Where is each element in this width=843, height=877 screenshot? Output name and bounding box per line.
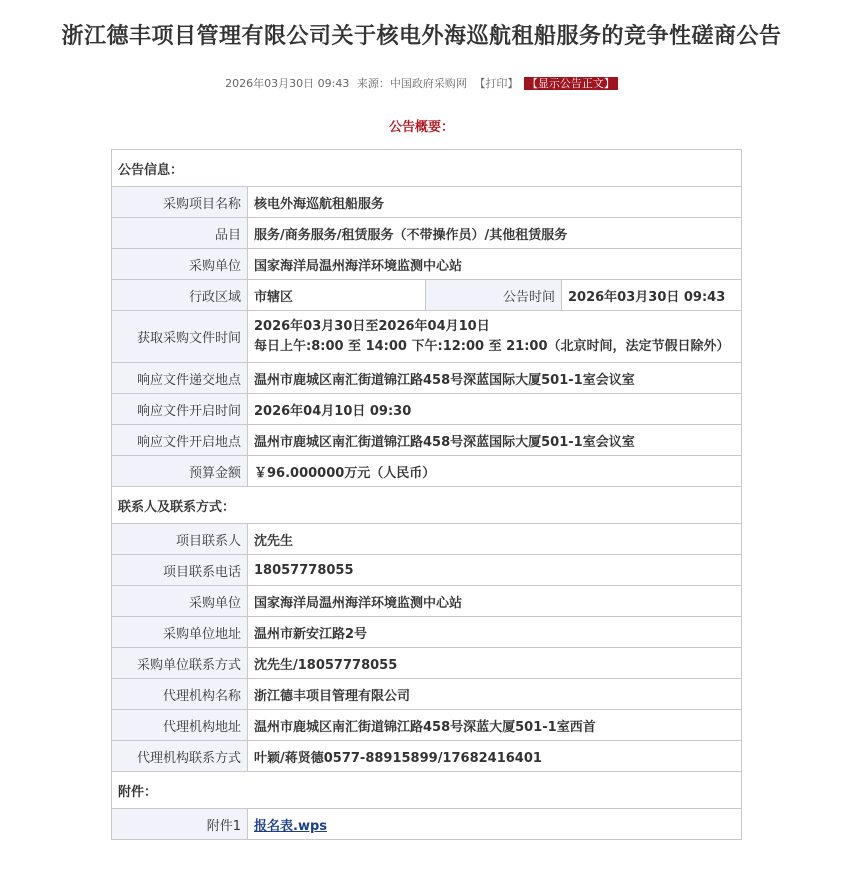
table-row <box>112 249 742 280</box>
page-title: 浙江德丰项目管理有限公司关于核电外海巡航租船服务的竞争性磋商公告 <box>61 24 782 49</box>
purchaser-label: 采购单位 <box>112 249 248 280</box>
doc-time-value <box>248 311 742 363</box>
agency-name-value: 浙江德丰项目管理有限公司 <box>248 679 742 710</box>
open-place-label: 响应文件开启地点 <box>112 425 248 456</box>
overview-heading: 公告概要： <box>388 120 454 135</box>
table-row <box>112 617 742 648</box>
purchaser-address-label: 采购单位地址 <box>112 617 248 648</box>
notice-meta <box>0 75 843 91</box>
table-row <box>112 394 742 425</box>
open-time-value: 2026年04月10日 09:30 <box>248 394 742 425</box>
table-row <box>112 648 742 679</box>
category-value: 服务/商务服务/租赁服务（不带操作员）/其他租赁服务 <box>248 218 742 249</box>
table-row <box>112 555 742 586</box>
table-row <box>112 363 742 394</box>
print-button[interactable]: 【打印】 <box>474 77 519 90</box>
project-contact-label: 项目联系人 <box>112 524 248 555</box>
table-row <box>112 809 742 840</box>
region-value: 市辖区 <box>248 280 426 311</box>
section-notice-info: 公告信息： <box>112 150 742 187</box>
submit-place-value: 温州市鹿城区南汇街道锦江路458号深蓝国际大厦501-1室会议室 <box>248 363 742 394</box>
table-row <box>112 679 742 710</box>
table-row <box>112 280 742 311</box>
budget-label: 预算金额 <box>112 456 248 487</box>
source-label: 来源： <box>356 77 390 90</box>
submit-place-label: 响应文件递交地点 <box>112 363 248 394</box>
show-notice-body-button[interactable]: 【显示公告正文】 <box>524 77 618 90</box>
project-name-value: 核电外海巡航租船服务 <box>248 187 742 218</box>
section-attachments: 附件： <box>112 772 742 809</box>
contact-purchaser-label: 采购单位 <box>112 586 248 617</box>
agency-address-value: 温州市鹿城区南汇街道锦江路458号深蓝大厦501-1室西首 <box>248 710 742 741</box>
publish-datetime: 2026年03月30日 09:43 <box>225 77 350 90</box>
open-place-value: 温州市鹿城区南汇街道锦江路458号深蓝国际大厦501-1室会议室 <box>248 425 742 456</box>
publish-time-value: 2026年03月30日 09:43 <box>562 280 742 311</box>
attachment-cell <box>248 809 742 840</box>
project-name-label: 采购项目名称 <box>112 187 248 218</box>
table-row <box>112 218 742 249</box>
table-row <box>112 586 742 617</box>
table-row <box>112 524 742 555</box>
table-row <box>112 710 742 741</box>
purchaser-contact-label: 采购单位联系方式 <box>112 648 248 679</box>
project-phone-value: 18057778055 <box>248 555 742 586</box>
contact-purchaser-value: 国家海洋局温州海洋环境监测中心站 <box>248 586 742 617</box>
doc-time-label: 获取采购文件时间 <box>112 311 248 363</box>
table-row <box>112 425 742 456</box>
notice-summary-table <box>111 149 742 840</box>
agency-contact-label: 代理机构联系方式 <box>112 741 248 772</box>
region-label: 行政区域 <box>112 280 248 311</box>
table-row <box>112 311 742 363</box>
source-name: 中国政府采购网 <box>389 77 467 90</box>
agency-name-label: 代理机构名称 <box>112 679 248 710</box>
purchaser-address-value: 温州市新安江路2号 <box>248 617 742 648</box>
doc-time-range: 2026年03月30日至2026年04月10日 <box>254 318 490 334</box>
agency-contact-value: 叶颖/蒋贤德0577-88915899/17682416401 <box>248 741 742 772</box>
doc-time-hours: 每日上午:8:00 至 14:00 下午:12:00 至 21:00（北京时间，法定节假日除外） <box>254 338 730 354</box>
attachment-file-link[interactable]: 报名表.wps <box>254 818 327 834</box>
attachment-label: 附件1 <box>112 809 248 840</box>
section-contacts: 联系人及联系方式： <box>112 487 742 524</box>
category-label: 品目 <box>112 218 248 249</box>
project-contact-value: 沈先生 <box>248 524 742 555</box>
budget-value: ￥96.000000万元（人民币） <box>248 456 742 487</box>
purchaser-contact-value: 沈先生/18057778055 <box>248 648 742 679</box>
table-row <box>112 741 742 772</box>
agency-address-label: 代理机构地址 <box>112 710 248 741</box>
purchaser-value: 国家海洋局温州海洋环境监测中心站 <box>248 249 742 280</box>
project-phone-label: 项目联系电话 <box>112 555 248 586</box>
table-row <box>112 187 742 218</box>
open-time-label: 响应文件开启时间 <box>112 394 248 425</box>
table-row <box>112 456 742 487</box>
publish-time-label: 公告时间 <box>426 280 562 311</box>
